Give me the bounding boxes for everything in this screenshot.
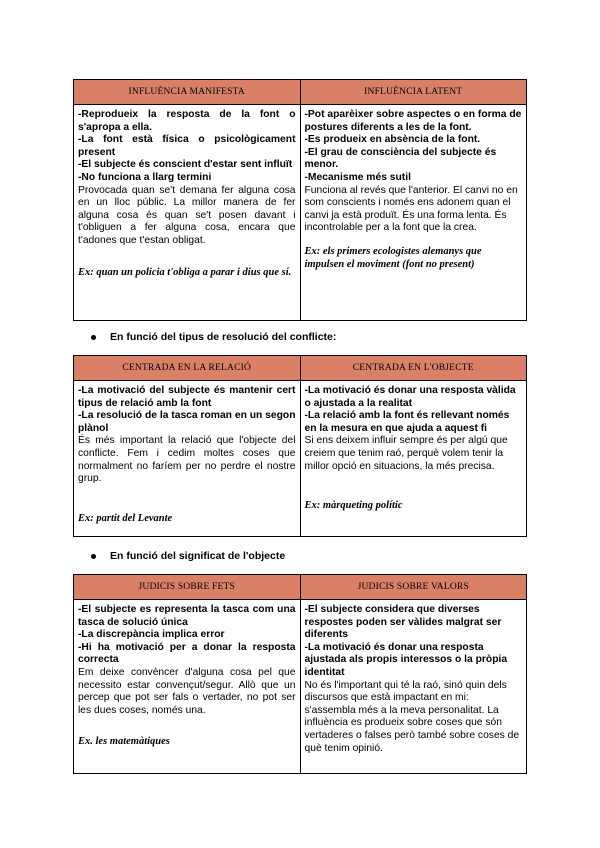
header-influencia-manifesta: INFLUÈNCIA MANIFESTA — [74, 80, 301, 105]
cell-influencia-latent — [305, 109, 523, 271]
point: -Pot aparèixer sobre aspectes o en forma de postures diferents a les de la font. — [304, 109, 522, 133]
example: Ex: màrqueting polític — [304, 500, 403, 512]
point: -El grau de consciència del subjecte és menor. — [304, 146, 497, 171]
bullet-icon — [91, 554, 96, 559]
header-centrada-objecte: CENTRADA EN L'OBJECTE — [300, 356, 527, 381]
example: Ex: els primers ecologistes alemanys que impulsen el moviment (font no present) — [304, 245, 482, 270]
description: No és l'important qui té la raó, sinó quin dels discursos que està impactant en mi: s'assembla més a la meva personalitat. La influència es produeix sobre coses que són vertaderes o falses però també sobre coses de què tenim opinió. — [304, 679, 520, 754]
cell-centrada-objecte — [305, 385, 523, 512]
point: -El subjecte considera que diverses respostes poden ser vàlides malgrat ser diferents — [304, 604, 502, 641]
point: -El subjecte es representa la tasca com una tasca de solució única — [78, 604, 296, 628]
bullet-resolucio — [91, 331, 336, 343]
bullet-text: En funció del significat de l'objecte — [110, 550, 286, 562]
point: -La resolució de la tasca roman en un segon plànol — [78, 410, 296, 434]
point: -La motivació del subjecte és mantenir cert tipus de relació amb la font — [78, 385, 296, 409]
point: -El subjecte és conscient d'estar sent influït — [78, 159, 293, 171]
example: Ex. les matemàtiques — [78, 736, 170, 748]
example: Ex: quan un policia t'obliga a parar i dius que sí. — [78, 266, 292, 278]
table-resolucio — [73, 355, 527, 537]
point: -No funciona a llarg termini — [78, 171, 212, 183]
point: -Es produeix en absència de la font. — [304, 134, 481, 146]
point: -La font està física o psicològicament present — [78, 134, 296, 158]
header-influencia-latent: INFLUÈNCIA LATENT — [300, 80, 527, 105]
cell-judicis-fets — [78, 604, 296, 748]
point: -Mecanisme més sutil — [304, 171, 411, 183]
point: -Reprodueix la resposta de la font o s'apropa a ella. — [78, 109, 296, 133]
point: -Hi ha motivació per a donar la resposta correcta — [78, 641, 296, 666]
cell-judicis-valors — [305, 604, 523, 755]
description: Si ens deixem influir sempre és per algú que creiem que tenim raó, perquè volem tenir la millor opció en situacions, la més precisa. — [304, 435, 508, 472]
example: Ex: partit del Levante — [78, 512, 173, 524]
description: És més important la relació que l'objecte del conflicte. Fem i cedim moltes coses que normalment no faríem per no perdre el nostre grup. — [78, 435, 296, 485]
point: -La motivació és donar una resposta vàlida o ajustada a la realitat — [304, 385, 516, 409]
table-influencia — [73, 79, 527, 321]
header-judicis-valors: JUDICIS SOBRE VALORS — [300, 575, 527, 600]
cell-influencia-manifesta — [78, 109, 296, 279]
bullet-text: En funció del tipus de resolució del conflicte: — [110, 331, 337, 343]
description: Provocada quan se't demana fer alguna cosa en un lloc públic. La millor manera de fer alguna cosa és quan se't posen davant i t'obliguen a fer alguna cosa, encara que t'adones que t'estan obligat. — [78, 184, 296, 246]
point: -La relació amb la font és rellevant només en la mesura en que ajuda a aquest fi — [304, 410, 510, 434]
cell-centrada-relacio — [78, 385, 296, 525]
point: -La motivació és donar una resposta ajustada als propis interessos o la pròpia identitat — [304, 641, 508, 678]
point: -La discrepància implica error — [78, 629, 225, 641]
bullet-significat — [91, 550, 285, 562]
bullet-icon — [91, 335, 96, 340]
table-significat — [73, 574, 527, 774]
header-centrada-relacio: CENTRADA EN LA RELACIÓ — [74, 356, 301, 381]
description: Funciona al revés que l'anterior. El canvi no en som conscients i només ens adonem quan el canvi ja està produït. És una forma lenta. És incontrolable per a la font que la crea. — [304, 184, 518, 234]
header-judicis-fets: JUDICIS SOBRE FETS — [74, 575, 301, 600]
description: Em deixe convèncer d'alguna cosa pel que necessito estar convençut/segur. Allò que un percep que pot ser fals o vertader, no pot ser les dues coses, només una. — [78, 666, 296, 716]
